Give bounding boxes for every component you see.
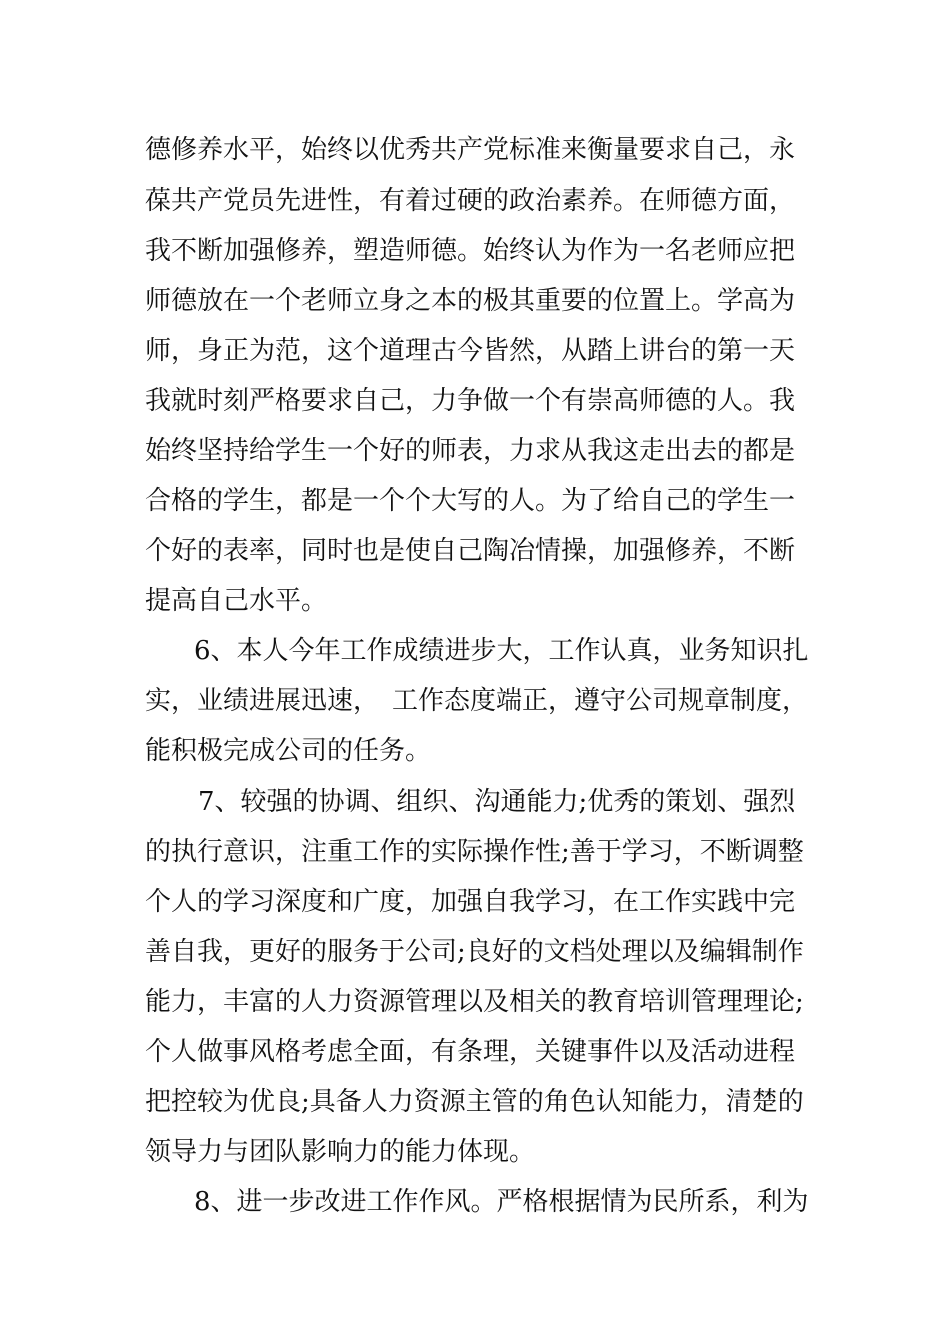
- text-line: 能力，丰富的人力资源管理以及相关的教育培训管理理论;: [145, 987, 804, 1017]
- text-line: 合格的学生，都是一个个大写的人。为了给自己的学生一: [145, 486, 796, 516]
- text-line: 提高自己水平。: [145, 586, 328, 616]
- text-line: 德修养水平，始终以优秀共产党标准来衡量要求自己，永: [145, 135, 796, 165]
- text-line: 我就时刻严格要求自己，力争做一个有崇高师德的人。我: [145, 386, 796, 416]
- text-line: 个人做事风格考虑全面，有条理，关键事件以及活动进程: [145, 1037, 796, 1067]
- paragraph-7-first-line: 7、较强的协调、组织、沟通能力;优秀的策划、强烈: [198, 787, 796, 817]
- text-line: 能积极完成公司的任务。: [145, 736, 432, 766]
- text-line: 个人的学习深度和广度，加强自我学习，在工作实践中完: [145, 887, 796, 917]
- text-line: 师，身正为范，这个道理古今皆然，从踏上讲台的第一天: [145, 336, 796, 366]
- text-line: 把控较为优良;具备人力资源主管的角色认知能力，清楚的: [145, 1087, 804, 1117]
- text-line: 善自我，更好的服务于公司;良好的文档处理以及编辑制作: [145, 937, 804, 967]
- text-line: 领导力与团队影响力的能力体现。: [145, 1137, 536, 1167]
- paragraph-6-first-line: 6、本人今年工作成绩进步大，工作认真，业务知识扎: [194, 636, 809, 666]
- text-line: 我不断加强修养，塑造师德。始终认为作为一名老师应把: [145, 236, 796, 266]
- text-line: 实，业绩进展迅速， 工作态度端正，遵守公司规章制度，: [145, 686, 809, 716]
- text-line: 个好的表率，同时也是使自己陶冶情操，加强修养，不断: [145, 536, 796, 566]
- text-line: 葆共产党员先进性，有着过硬的政治素养。在师德方面，: [145, 186, 796, 216]
- text-line: 师德放在一个老师立身之本的极其重要的位置上。学高为: [145, 286, 796, 316]
- text-line: 始终坚持给学生一个好的师表，力求从我这走出去的都是: [145, 436, 796, 466]
- text-line: 的执行意识，注重工作的实际操作性;善于学习，不断调整: [145, 837, 804, 867]
- paragraph-8-first-line: 8、进一步改进工作作风。严格根据情为民所系，利为: [194, 1187, 809, 1217]
